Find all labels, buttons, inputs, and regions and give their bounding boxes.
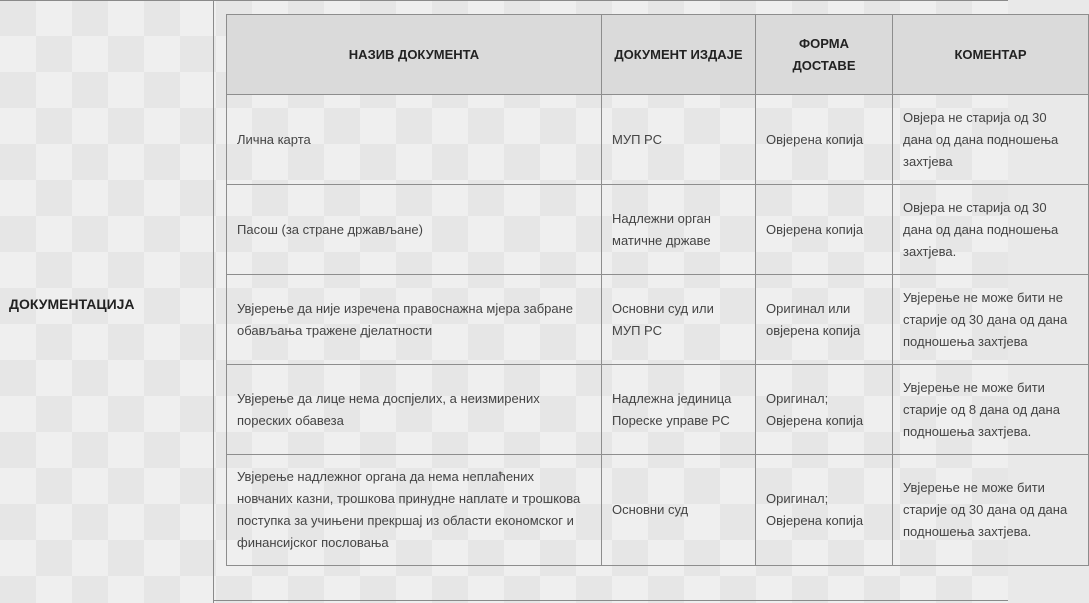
cell-document-name: Увјерење да лице нема доспјелих, а неизмирених пореских обавеза [227, 365, 602, 455]
bottom-border [214, 600, 1008, 601]
cell-delivery-form: Оригинал; Овјерена копија [756, 365, 893, 455]
section-content-cell [214, 0, 1068, 603]
cell-delivery-form: Овјерена копија [756, 185, 893, 275]
cell-delivery-form: Овјерена копија [756, 95, 893, 185]
cell-document-name: Пасош (за стране држављане) [227, 185, 602, 275]
cell-document-name: Увјерење надлежног органа да нема неплаћених новчаних казни, трошкова принудне наплате и трошкова поступка за учињени прекршај из области економског и финансијског пословања [227, 455, 602, 566]
cell-comment: Увјерење не може бити не старије од 30 дана од дана подношења захтјева [893, 275, 1089, 365]
table-row [227, 95, 1089, 185]
cell-comment: Овјера не старија од 30 дана од дана подношења захтјева [893, 95, 1089, 185]
cell-comment: Увјерење не може бити старије од 8 дана од дана подношења захтјева. [893, 365, 1089, 455]
cell-issuer: МУП РС [602, 95, 756, 185]
documents-table [226, 14, 1089, 566]
cell-delivery-form: Оригинал или овјерена копија [756, 275, 893, 365]
cell-issuer: Надлежна јединица Пореске управе РС [602, 365, 756, 455]
cell-comment: Увјерење не може бити старије од 30 дана од дана подношења захтјева. [893, 455, 1089, 566]
section-label-cell [0, 0, 214, 603]
cell-document-name: Увјерење да није изречена правоснажна мјера забране обављања тражене дјелатности [227, 275, 602, 365]
cell-document-name: Лична карта [227, 95, 602, 185]
cell-issuer: Основни суд [602, 455, 756, 566]
header-comment: КОМЕНТАР [893, 15, 1089, 95]
table-header-row [227, 15, 1089, 95]
table-row [227, 365, 1089, 455]
table-row [227, 185, 1089, 275]
table-row [227, 455, 1089, 566]
header-issuer: ДОКУМЕНТ ИЗДАЈЕ [602, 15, 756, 95]
cell-comment: Овјера не старија од 30 дана од дана подношења захтјева. [893, 185, 1089, 275]
cell-delivery-form: Оригинал; Овјерена копија [756, 455, 893, 566]
table-row [227, 275, 1089, 365]
header-document-name: НАЗИВ ДОКУМЕНТА [227, 15, 602, 95]
header-delivery-form: ФОРМА ДОСТАВЕ [756, 15, 893, 95]
section-label: ДОКУМЕНТАЦИЈА [9, 296, 135, 312]
cell-issuer: Основни суд или МУП РС [602, 275, 756, 365]
cell-issuer: Надлежни орган матичне државе [602, 185, 756, 275]
